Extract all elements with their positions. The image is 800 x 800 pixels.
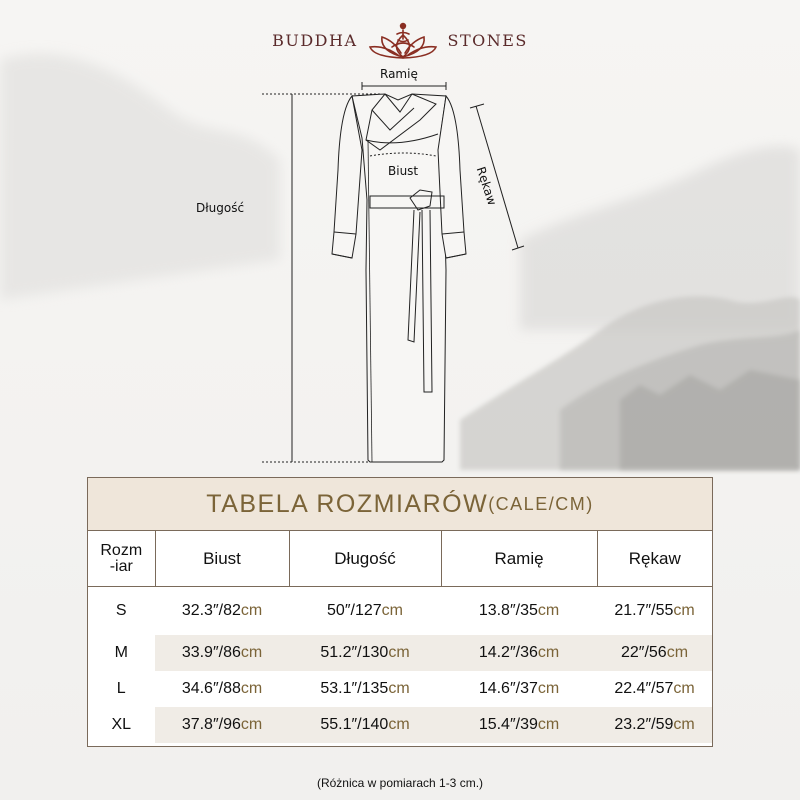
- sleeve-value: 22.4″/57cm: [614, 680, 695, 697]
- row-size: S: [115, 602, 127, 619]
- length-label: Długość: [196, 201, 245, 215]
- robe-body-outline: [352, 94, 446, 462]
- size-chart-grid: [88, 531, 713, 743]
- header-length: Długość: [289, 531, 441, 587]
- shoulder-value: 13.8″/35cm: [478, 602, 560, 619]
- table-row: [88, 635, 712, 671]
- size-chart-header-row: [88, 531, 712, 587]
- length-value: 55.1″/140cm: [289, 707, 441, 743]
- size-chart-title: [88, 478, 712, 531]
- header-sleeve: Rękaw: [597, 531, 712, 587]
- header-chest: Biust: [155, 531, 289, 587]
- shoulder-value: 14.2″/36cm: [441, 635, 597, 671]
- length-value: 50″/127cm: [327, 602, 403, 619]
- row-size: XL: [88, 707, 155, 743]
- shoulder-label: Ramię: [380, 67, 418, 81]
- length-value: 53.1″/135cm: [320, 680, 410, 697]
- chest-label: Biust: [388, 164, 419, 178]
- measurement-note: (Różnica w pomiarach 1-3 cm.): [316, 776, 484, 790]
- header-size: Rozm -iar: [88, 531, 155, 587]
- chest-value: 37.8″/96cm: [155, 707, 289, 743]
- table-row: [88, 587, 712, 636]
- sleeve-value: 22″/56cm: [597, 635, 712, 671]
- size-chart-title-text: TABELA ROZMIARÓW: [206, 489, 489, 518]
- header-shoulder: Ramię: [441, 531, 597, 587]
- length-value: 51.2″/130cm: [289, 635, 441, 671]
- shoulder-measure-line: [362, 82, 446, 90]
- size-chart-unit: (CALE/CM): [488, 493, 594, 514]
- table-row: [88, 707, 712, 743]
- brand-left-word: BUDDHA: [272, 30, 358, 50]
- row-size: M: [88, 635, 155, 671]
- chest-value: 33.9″/86cm: [155, 635, 289, 671]
- chest-value: 32.3″/82cm: [181, 602, 263, 619]
- sleeve-value: 23.2″/59cm: [597, 707, 712, 743]
- brand-right-word: STONES: [447, 30, 528, 50]
- row-size: L: [116, 680, 126, 697]
- shoulder-value: 15.4″/39cm: [441, 707, 597, 743]
- shoulder-value: 14.6″/37cm: [478, 680, 560, 697]
- size-chart-table: [87, 477, 713, 747]
- table-row: [88, 671, 712, 707]
- chest-value: 34.6″/88cm: [181, 680, 263, 697]
- sleeve-label: Rękaw: [473, 165, 500, 208]
- sleeve-value: 21.7″/55cm: [614, 602, 695, 619]
